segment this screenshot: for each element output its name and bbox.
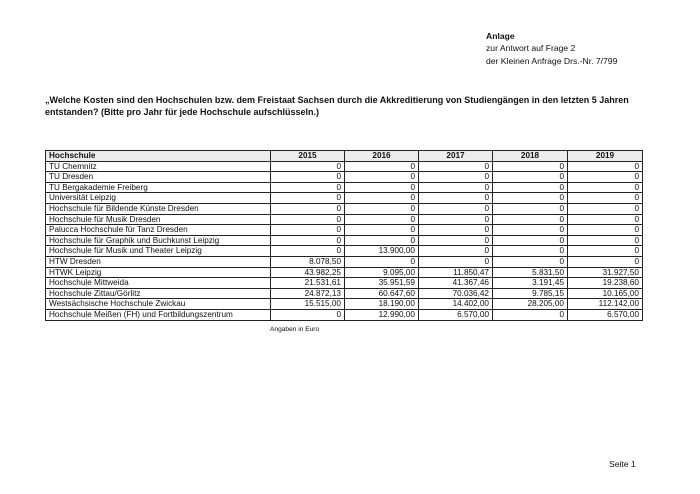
cell-cost-2018: 5.831,50: [493, 267, 568, 278]
table-body: [46, 161, 643, 320]
cell-hochschule: Hochschule für Musik und Theater Leipzig: [46, 246, 271, 257]
cell-cost-2018: 9.785,15: [493, 288, 568, 299]
cell-cost-2018: 28.205,00: [493, 299, 568, 310]
annex-line-2: der Kleinen Anfrage Drs.-Nr. 7/799: [486, 55, 618, 66]
cell-hochschule: Hochschule für Musik Dresden: [46, 214, 271, 225]
header-2019: 2019: [568, 151, 643, 162]
cell-hochschule: Westsächsische Hochschule Zwickau: [46, 299, 271, 310]
annex-title: Anlage: [486, 31, 515, 41]
header-2017: 2017: [419, 151, 493, 162]
cell-cost-2017: 14.402,00: [419, 299, 493, 310]
cell-hochschule: TU Dresden: [46, 172, 271, 183]
cell-cost-2017: 41.367,46: [419, 278, 493, 289]
table-row: [46, 203, 643, 214]
cell-cost-2015: 8.078,50: [271, 256, 345, 267]
question-text: „Welche Kosten sind den Hochschulen bzw. dem Freistaat Sachsen durch die Akkreditierung von Studiengängen in den letzten 5 Jahren entstanden? (Bitte pro Jahr für jede Hochschule aufschlüsseln.): [45, 95, 629, 117]
cell-cost-2017: 0: [419, 172, 493, 183]
cell-cost-2016: 0: [345, 182, 419, 193]
cell-cost-2017: 0: [419, 161, 493, 172]
cell-cost-2019: 0: [568, 225, 643, 236]
cell-hochschule: Hochschule für Graphik und Buchkunst Leipzig: [46, 235, 271, 246]
cell-cost-2016: 9.095,00: [345, 267, 419, 278]
cell-cost-2017: 0: [419, 203, 493, 214]
cell-cost-2015: 0: [271, 182, 345, 193]
cell-cost-2018: 0: [493, 161, 568, 172]
cell-hochschule: Hochschule Zittau/Görlitz: [46, 288, 271, 299]
cell-cost-2018: 0: [493, 203, 568, 214]
cell-cost-2018: 0: [493, 193, 568, 204]
header-2016: 2016: [345, 151, 419, 162]
cell-cost-2015: 0: [271, 225, 345, 236]
cell-cost-2017: 6.570,00: [419, 309, 493, 320]
cell-cost-2018: 0: [493, 225, 568, 236]
table-row: [46, 235, 643, 246]
cell-cost-2019: 0: [568, 161, 643, 172]
cell-cost-2016: 12.990,00: [345, 309, 419, 320]
cell-cost-2017: 0: [419, 193, 493, 204]
table-row: [46, 309, 643, 320]
cell-cost-2019: 0: [568, 182, 643, 193]
cell-hochschule: Hochschule Meißen (FH) und Fortbildungszentrum: [46, 309, 271, 320]
cell-cost-2015: 0: [271, 161, 345, 172]
cell-cost-2015: 21.531,61: [271, 278, 345, 289]
cell-cost-2018: 0: [493, 172, 568, 183]
cell-cost-2017: 0: [419, 256, 493, 267]
cell-cost-2016: 13.900,00: [345, 246, 419, 257]
cell-cost-2016: 0: [345, 225, 419, 236]
cell-cost-2019: 19.238,60: [568, 278, 643, 289]
cell-cost-2016: 0: [345, 214, 419, 225]
cell-cost-2019: 6.570,00: [568, 309, 643, 320]
cell-hochschule: HTWK Leipzig: [46, 267, 271, 278]
cell-cost-2017: 70.036,42: [419, 288, 493, 299]
cell-cost-2019: 10.165,00: [568, 288, 643, 299]
cell-cost-2018: 0: [493, 182, 568, 193]
header-2018: 2018: [493, 151, 568, 162]
table-row: [46, 182, 643, 193]
cell-hochschule: Palucca Hochschule für Tanz Dresden: [46, 225, 271, 236]
cell-cost-2017: 0: [419, 182, 493, 193]
cell-cost-2016: 0: [345, 172, 419, 183]
cell-cost-2016: 0: [345, 256, 419, 267]
cell-cost-2016: 60.647,60: [345, 288, 419, 299]
table-row: [46, 214, 643, 225]
currency-footnote: Angaben in Euro: [270, 326, 320, 333]
cell-cost-2019: 31.927,50: [568, 267, 643, 278]
cell-cost-2018: 0: [493, 235, 568, 246]
annex-block: [486, 30, 617, 67]
cell-cost-2016: 0: [345, 193, 419, 204]
table-row: [46, 225, 643, 236]
cell-hochschule: HTW Dresden: [46, 256, 271, 267]
table-row: [46, 193, 643, 204]
cell-cost-2017: 0: [419, 225, 493, 236]
cell-cost-2019: 0: [568, 214, 643, 225]
cell-cost-2015: 0: [271, 309, 345, 320]
table-row: [46, 299, 643, 310]
cell-hochschule: TU Chemnitz: [46, 161, 271, 172]
cell-cost-2019: 0: [568, 246, 643, 257]
table-row: [46, 246, 643, 257]
cell-cost-2015: 0: [271, 193, 345, 204]
cell-cost-2018: 0: [493, 246, 568, 257]
cell-cost-2016: 0: [345, 235, 419, 246]
cell-cost-2018: 0: [493, 214, 568, 225]
cell-cost-2018: 0: [493, 256, 568, 267]
cell-cost-2017: 0: [419, 235, 493, 246]
cell-hochschule: Hochschule Mittweida: [46, 278, 271, 289]
cell-cost-2019: 0: [568, 235, 643, 246]
cell-cost-2015: 0: [271, 235, 345, 246]
cell-cost-2017: 11.850,47: [419, 267, 493, 278]
cell-cost-2015: 0: [271, 172, 345, 183]
cell-cost-2019: 112.142,00: [568, 299, 643, 310]
cost-table: [45, 150, 643, 321]
cell-cost-2019: 0: [568, 203, 643, 214]
cell-cost-2016: 18.190,00: [345, 299, 419, 310]
cell-cost-2015: 0: [271, 246, 345, 257]
cell-cost-2015: 0: [271, 203, 345, 214]
table-row: [46, 278, 643, 289]
header-hochschule: Hochschule: [46, 151, 271, 162]
cell-cost-2019: 0: [568, 256, 643, 267]
cell-cost-2018: 0: [493, 309, 568, 320]
table-row: [46, 256, 643, 267]
cell-cost-2015: 15.515,00: [271, 299, 345, 310]
cell-hochschule: TU Bergakademie Freiberg: [46, 182, 271, 193]
cell-hochschule: Hochschule für Bildende Künste Dresden: [46, 203, 271, 214]
cell-cost-2019: 0: [568, 193, 643, 204]
table-header-row: [46, 151, 643, 162]
cell-cost-2017: 0: [419, 214, 493, 225]
cell-cost-2016: 0: [345, 161, 419, 172]
annex-line-1: zur Antwort auf Frage 2: [486, 43, 576, 54]
table-row: [46, 267, 643, 278]
cell-cost-2015: 43.982,25: [271, 267, 345, 278]
table-row: [46, 161, 643, 172]
table-row: [46, 172, 643, 183]
cell-cost-2017: 0: [419, 246, 493, 257]
table-row: [46, 288, 643, 299]
cell-cost-2016: 35.951,59: [345, 278, 419, 289]
cell-cost-2018: 3.191,45: [493, 278, 568, 289]
page-number: Seite 1: [609, 459, 636, 469]
cell-hochschule: Universität Leipzig: [46, 193, 271, 204]
header-2015: 2015: [271, 151, 345, 162]
cell-cost-2015: 24.872,13: [271, 288, 345, 299]
cell-cost-2015: 0: [271, 214, 345, 225]
cell-cost-2019: 0: [568, 172, 643, 183]
cell-cost-2016: 0: [345, 203, 419, 214]
